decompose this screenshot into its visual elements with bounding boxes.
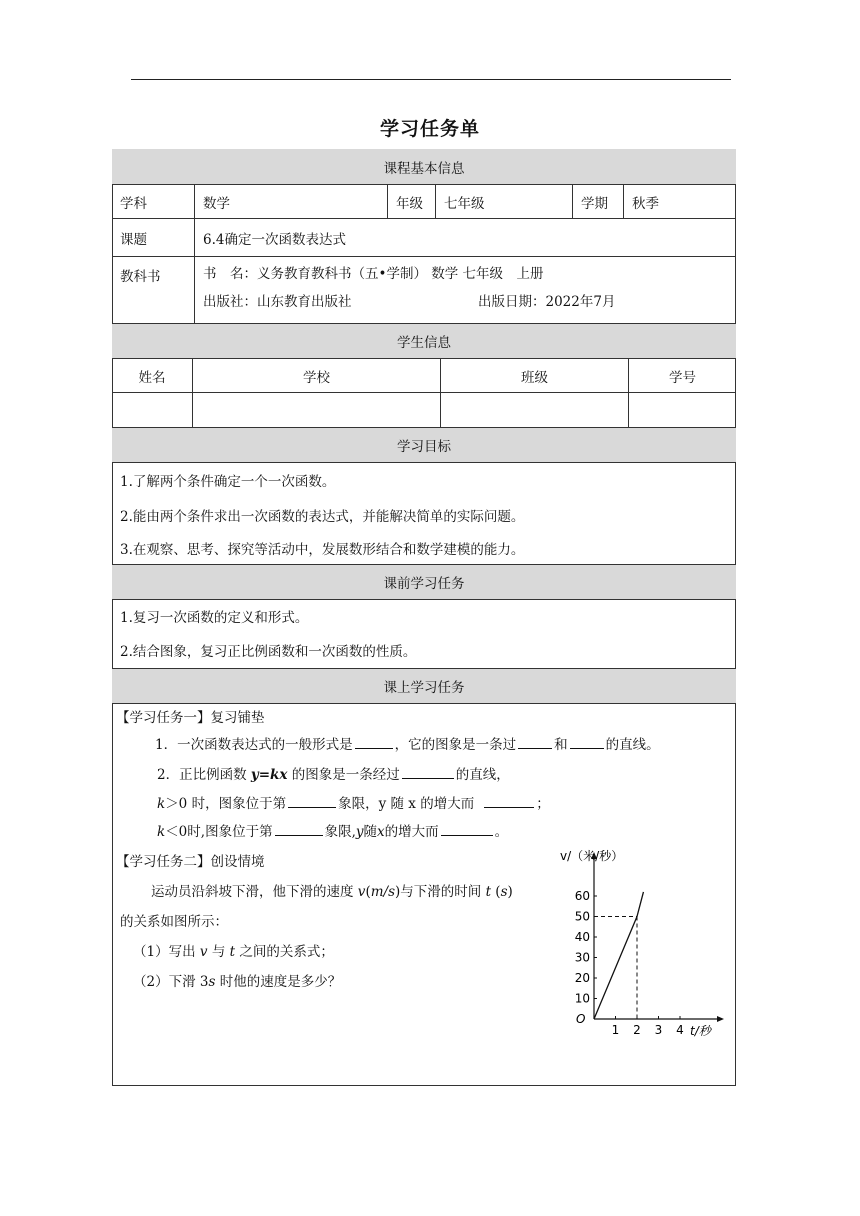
x-axis-arrow-icon (717, 1016, 724, 1022)
speed-time-chart (552, 843, 736, 1043)
section-course-info: 课程基本信息 (112, 149, 736, 185)
task2-q2: （2）下滑 3s 时他的速度是多少？ (133, 974, 342, 990)
task2-p1: 运动员沿斜坡下滑，他下滑的速度 v(m/s)与下滑的时间 t (s) (151, 884, 513, 900)
task2-p2: 的关系如图所示： (120, 914, 228, 930)
textbook-label: 教科书 (120, 269, 161, 285)
course-topic-row (112, 219, 736, 257)
y-axis-label: v/（米/秒） (560, 849, 624, 863)
task1-title: 【学习任务一】复习铺垫 (116, 710, 265, 726)
student-entry-row (112, 393, 736, 428)
course-textbook-row (112, 257, 736, 324)
header-school: 学校 (192, 359, 440, 392)
task1-q4: k＜0时,图象位于第 象限,y随x的增大而 。 (157, 824, 509, 840)
subject-value: 数学 (194, 185, 387, 218)
y-tick-label: 50 (574, 909, 590, 924)
series-line (594, 892, 643, 1019)
subject-label: 学科 (120, 195, 147, 212)
book-name: 书 名：义务教育教科书（五•学制） 数学 七年级 上册 (203, 266, 544, 282)
y-tick-label: 20 (574, 971, 590, 985)
topic-value: 6.4确定一次函数表达式 (194, 219, 736, 256)
term-value: 秋季 (623, 185, 736, 218)
answer-blank[interactable] (288, 795, 336, 808)
task1-q3: k＞0 时，图象位于第 象限，y 随 x 的增大而 ； (157, 796, 550, 812)
page-title: 学习任务单 (379, 118, 480, 140)
header-class: 班级 (440, 359, 628, 392)
course-subject-row (112, 185, 736, 219)
section-class-tasks: 课上学习任务 (112, 669, 736, 704)
goal-item: 2.能由两个条件求出一次函数的表达式，并能解决简单的实际问题。 (120, 509, 525, 525)
section-goals: 学习目标 (112, 428, 736, 463)
x-tick-label: 4 (676, 1023, 684, 1037)
section-pre-tasks: 课前学习任务 (112, 565, 736, 600)
answer-blank[interactable] (275, 823, 323, 836)
class-input[interactable] (440, 393, 628, 427)
y-tick-label: 40 (574, 930, 590, 944)
topic-label: 课题 (120, 231, 147, 248)
task2-q1: （1）写出 v 与 t 之间的关系式； (133, 944, 334, 960)
x-tick-label: 3 (654, 1023, 663, 1037)
publish-date: 出版日期：2022年7月 (478, 294, 616, 310)
y-tick-label: 10 (574, 991, 590, 1006)
goal-item: 1.了解两个条件确定一个一次函数。 (120, 474, 336, 490)
y-tick-label: 60 (574, 889, 590, 903)
pre-task-item: 2.结合图象，复习正比例函数和一次函数的性质。 (120, 644, 417, 660)
chart-axes (591, 852, 724, 1022)
origin-label: O (576, 1012, 586, 1026)
pre-task-item: 1.复习一次函数的定义和形式。 (120, 610, 309, 626)
answer-blank[interactable] (355, 736, 393, 749)
header-rule (131, 79, 731, 80)
school-input[interactable] (192, 393, 440, 427)
y-tick-label: 30 (574, 950, 590, 965)
grade-value: 七年级 (435, 185, 572, 218)
publisher: 出版社：山东教育出版社 (203, 294, 352, 310)
task2-title: 【学习任务二】创设情境 (116, 854, 265, 870)
answer-blank[interactable] (402, 766, 454, 779)
answer-blank[interactable] (484, 795, 534, 808)
section-student-info: 学生信息 (112, 324, 736, 359)
header-id: 学号 (628, 359, 736, 392)
x-tick-label: 2 (633, 1023, 641, 1037)
x-axis-label: t/秒 (690, 1024, 711, 1038)
answer-blank[interactable] (518, 736, 552, 749)
student-header-row (112, 359, 736, 393)
name-input[interactable] (112, 393, 192, 427)
goal-item: 3.在观察、思考、探究等活动中，发展数形结合和数学建模的能力。 (120, 542, 525, 558)
answer-blank[interactable] (441, 823, 493, 836)
grade-label: 年级 (387, 185, 435, 218)
task1-q2: 2．正比例函数 y=kx 的图象是一条经过 的直线， (157, 767, 510, 783)
header-name: 姓名 (138, 369, 166, 386)
term-label: 学期 (572, 185, 623, 218)
task1-q1: 1．一次函数表达式的一般形式是 ，它的图象是一条过 和 的直线。 (155, 737, 660, 753)
x-tick-label: 1 (611, 1023, 620, 1037)
student-id-input[interactable] (628, 393, 736, 427)
answer-blank[interactable] (570, 736, 604, 749)
textbook-value (194, 257, 736, 323)
